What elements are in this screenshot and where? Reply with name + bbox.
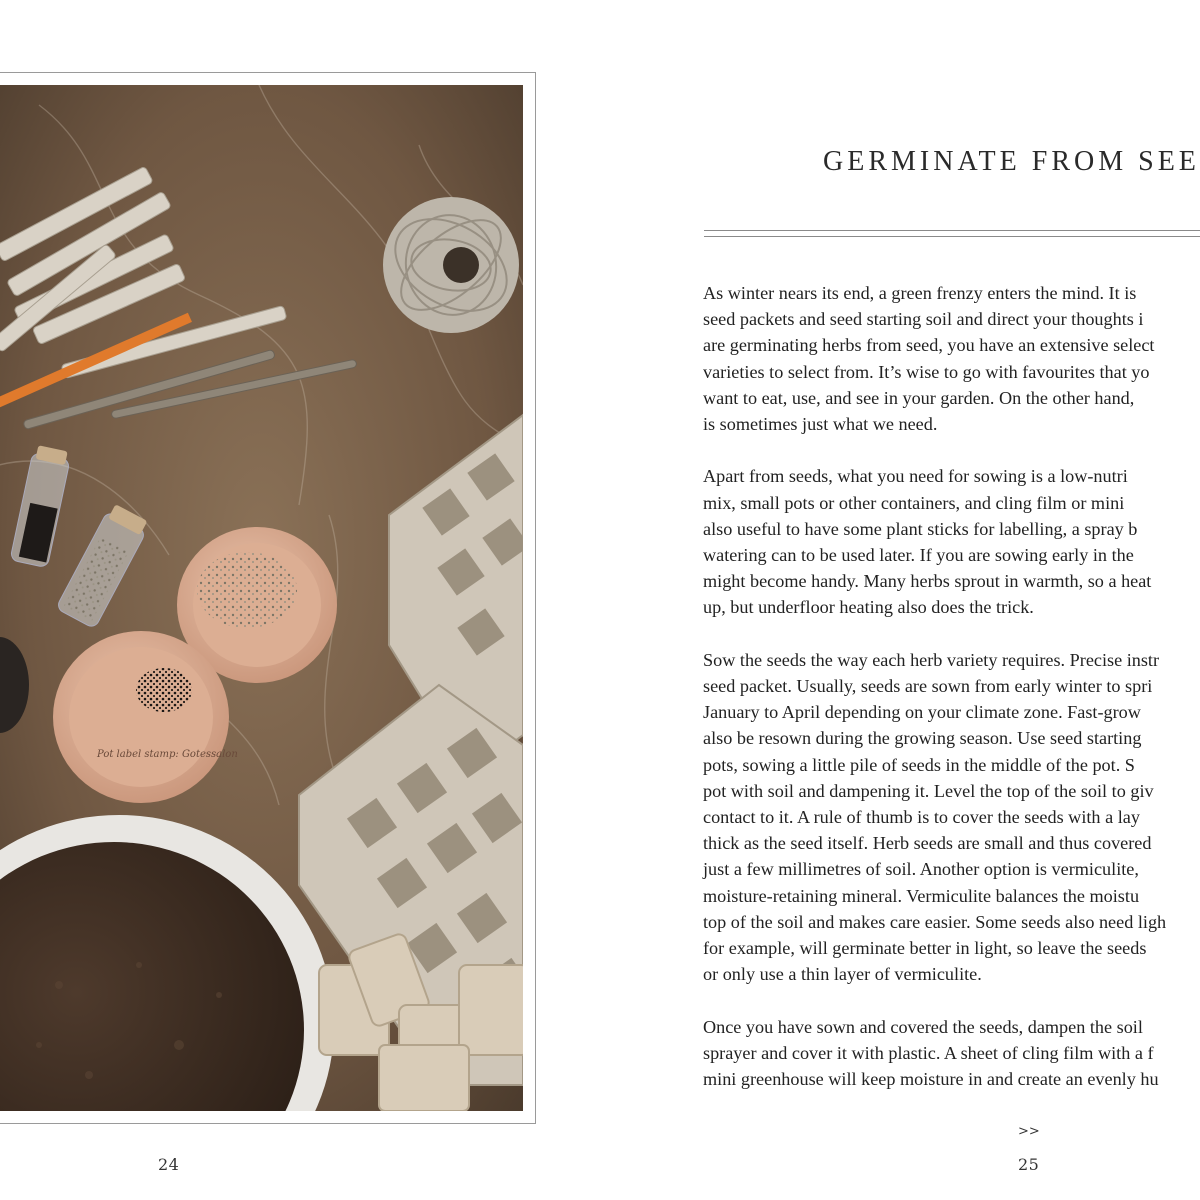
text-line: mini greenhouse will keep moisture in and create an evenly hu [703,1069,1159,1090]
paragraph [703,280,1200,437]
text-line: Sow the seeds the way each herb variety requires. Precise instr [703,649,1160,670]
text-line: also be resown during the growing season. Use seed starting [703,728,1142,749]
pot-stamp-text: Pot label stamp: Gotessalon [97,749,238,760]
text-line: mix, small pots or other containers, and cling film or mini [703,492,1125,513]
paragraph [703,1014,1200,1093]
text-line: As winter nears its end, a green frenzy enters the mind. It is [703,283,1137,303]
text-line: just a few millimetres of soil. Another option is vermiculite, [703,859,1139,880]
text-line: Apart from seeds, what you need for sowing is a low-nutri [703,466,1128,487]
paragraph [703,647,1200,988]
text-line: or only use a thin layer of vermiculite. [703,964,982,985]
text-line: also useful to have some plant sticks for labelling, a spray b [703,518,1138,539]
continue-marker: >> [1018,1124,1040,1139]
title-rule-bottom [704,236,1200,237]
text-line: are germinating herbs from seed, you have an extensive select [703,335,1155,356]
text-line: seed packet. Usually, seeds are sown from early winter to spri [703,676,1153,697]
text-line: want to eat, use, and see in your garden. On the other hand, [703,387,1135,408]
text-line: January to April depending on your climate zone. Fast-grow [703,702,1141,723]
text-line: contact to it. A rule of thumb is to cover the seeds with a lay [703,807,1140,828]
text-line: moisture-retaining mineral. Vermiculite balances the moistu [703,885,1140,906]
text-line: pots, sowing a little pile of seeds in the middle of the pot. S [703,754,1135,775]
right-page-number: 25 [1018,1155,1040,1174]
right-page [600,0,1200,1200]
title-rule-top [704,230,1200,231]
body-text [703,280,1200,1118]
text-line: varieties to select from. It’s wise to go with favourites that yo [703,361,1150,382]
text-line: Once you have sown and covered the seeds, dampen the soil [703,1016,1143,1037]
left-page-number: 24 [158,1155,180,1174]
chapter-title: GERMINATE FROM SEE [823,146,1200,177]
text-line: watering can to be used later. If you are sowing early in the [703,545,1134,566]
text-line: up, but underfloor heating also does the trick. [703,597,1034,618]
text-line: pot with soil and dampening it. Level the top of the soil to giv [703,780,1154,801]
seed-sowing-photo [0,85,523,1111]
text-line: might become handy. Many herbs sprout in warmth, so a heat [703,571,1152,592]
text-line: top of the soil and makes care easier. Some seeds also need ligh [703,911,1167,932]
text-line: is sometimes just what we need. [703,414,938,435]
photo-frame [0,72,536,1124]
text-line: thick as the seed itself. Herb seeds are small and thus covered [703,833,1152,854]
text-line: sprayer and cover it with plastic. A sheet of cling film with a f [703,1042,1154,1063]
paragraph [703,463,1200,620]
text-line: seed packets and seed starting soil and direct your thoughts i [703,309,1144,330]
text-line: for example, will germinate better in light, so leave the seeds [703,938,1147,959]
